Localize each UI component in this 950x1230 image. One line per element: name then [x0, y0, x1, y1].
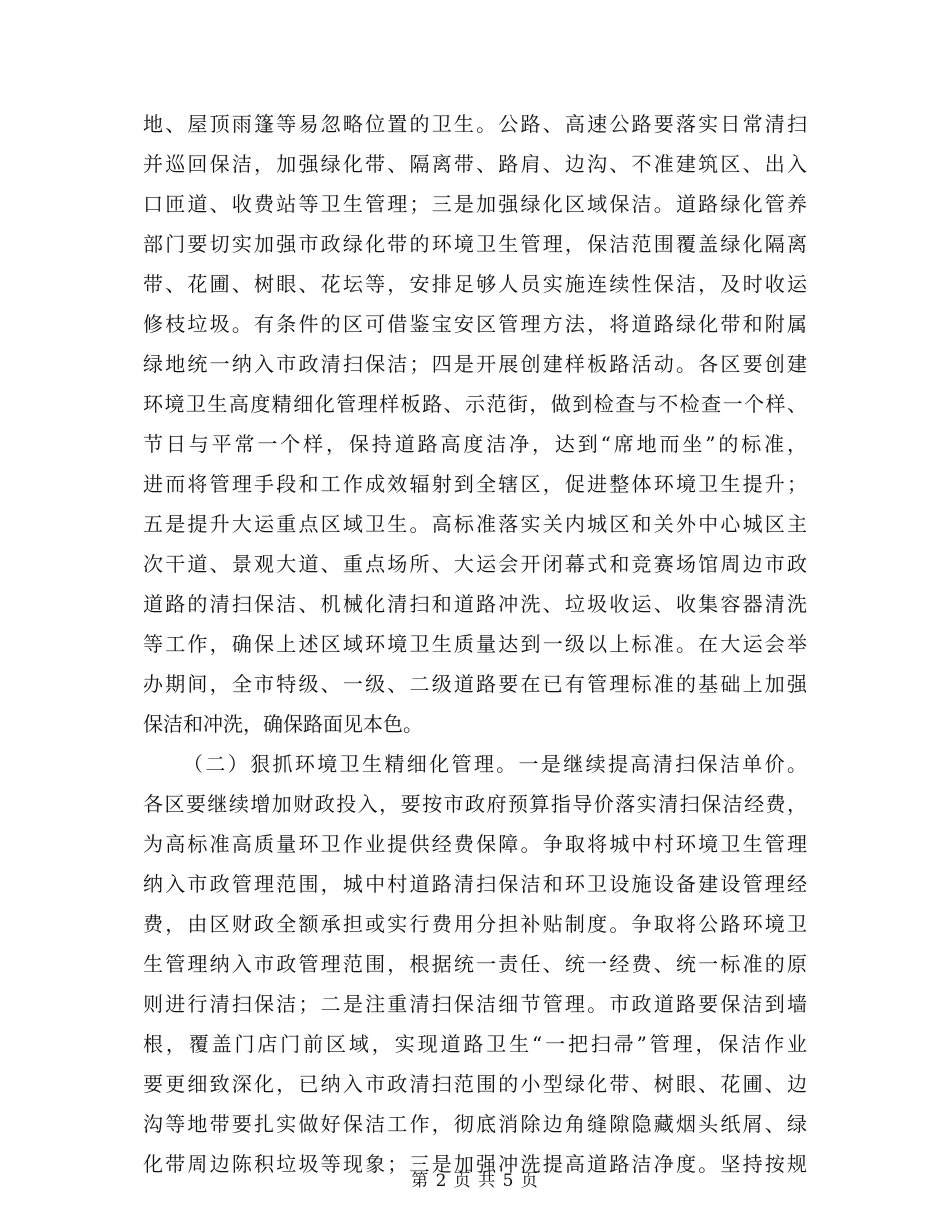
- text-line: 要更细致深化，已纳入市政清扫范围的小型绿化带、树眼、花圃、边: [143, 1072, 807, 1096]
- text-line: 根，覆盖门店门前区域，实现道路卫生“一把扫帚”管理，保洁作业: [143, 1032, 807, 1056]
- paragraph: [143, 744, 807, 1184]
- text-line: 等工作，确保上述区域环境卫生质量达到一级以上标准。在大运会举: [143, 632, 807, 656]
- text-line: 节日与平常一个样，保持道路高度洁净，达到“席地而坐”的标准，: [143, 432, 807, 456]
- text-line: 绿地统一纳入市政清扫保洁；四是开展创建样板路活动。各区要创建: [143, 352, 807, 376]
- text-line: 化带周边陈积垃圾等现象；三是加强冲洗提高道路洁净度。坚持按规: [143, 1152, 807, 1176]
- text-line: 次干道、景观大道、重点场所、大运会开闭幕式和竞赛场馆周边市政: [143, 552, 807, 576]
- text-line: 进而将管理手段和工作成效辐射到全辖区，促进整体环境卫生提升；: [143, 472, 807, 496]
- text-line: 五是提升大运重点区域卫生。高标准落实关内城区和关外中心城区主: [143, 512, 807, 536]
- text-line: 并巡回保洁，加强绿化带、隔离带、路肩、边沟、不准建筑区、出入: [143, 152, 807, 176]
- text-line: 费，由区财政全额承担或实行费用分担补贴制度。争取将公路环境卫: [143, 912, 807, 936]
- text-line: 保洁和冲洗，确保路面见本色。: [143, 712, 423, 736]
- text-line: （二）狠抓环境卫生精细化管理。一是继续提高清扫保洁单价。: [183, 752, 807, 776]
- text-line: 地、屋顶雨篷等易忽略位置的卫生。公路、高速公路要落实日常清扫: [143, 112, 807, 136]
- text-line: 各区要继续增加财政投入，要按市政府预算指导价落实清扫保洁经费，: [143, 792, 807, 816]
- page-footer: 第 2 页 共 5 页: [411, 1171, 539, 1191]
- body-text: [143, 104, 807, 1184]
- text-line: 部门要切实加强市政绿化带的环境卫生管理，保洁范围覆盖绿化隔离: [143, 232, 807, 256]
- text-line: 办期间，全市特级、一级、二级道路要在已有管理标准的基础上加强: [143, 672, 807, 696]
- text-line: 环境卫生高度精细化管理样板路、示范街，做到检查与不检查一个样、: [143, 392, 807, 416]
- text-line: 沟等地带要扎实做好保洁工作，彻底消除边角缝隙隐藏烟头纸屑、绿: [143, 1112, 807, 1136]
- text-line: 纳入市政管理范围，城中村道路清扫保洁和环卫设施设备建设管理经: [143, 872, 807, 896]
- text-line: 修枝垃圾。有条件的区可借鉴宝安区管理方法，将道路绿化带和附属: [143, 312, 807, 336]
- text-line: 口匝道、收费站等卫生管理；三是加强绿化区域保洁。道路绿化管养: [143, 192, 807, 216]
- text-line: 生管理纳入市政管理范围，根据统一责任、统一经费、统一标准的原: [143, 952, 807, 976]
- text-line: 道路的清扫保洁、机械化清扫和道路冲洗、垃圾收运、收集容器清洗: [143, 592, 807, 616]
- text-line: 则进行清扫保洁；二是注重清扫保洁细节管理。市政道路要保洁到墙: [143, 992, 807, 1016]
- text-line: 为高标准高质量环卫作业提供经费保障。争取将城中村环境卫生管理: [143, 832, 807, 856]
- paragraph: [143, 104, 807, 744]
- text-line: 带、花圃、树眼、花坛等，安排足够人员实施连续性保洁，及时收运: [143, 272, 807, 296]
